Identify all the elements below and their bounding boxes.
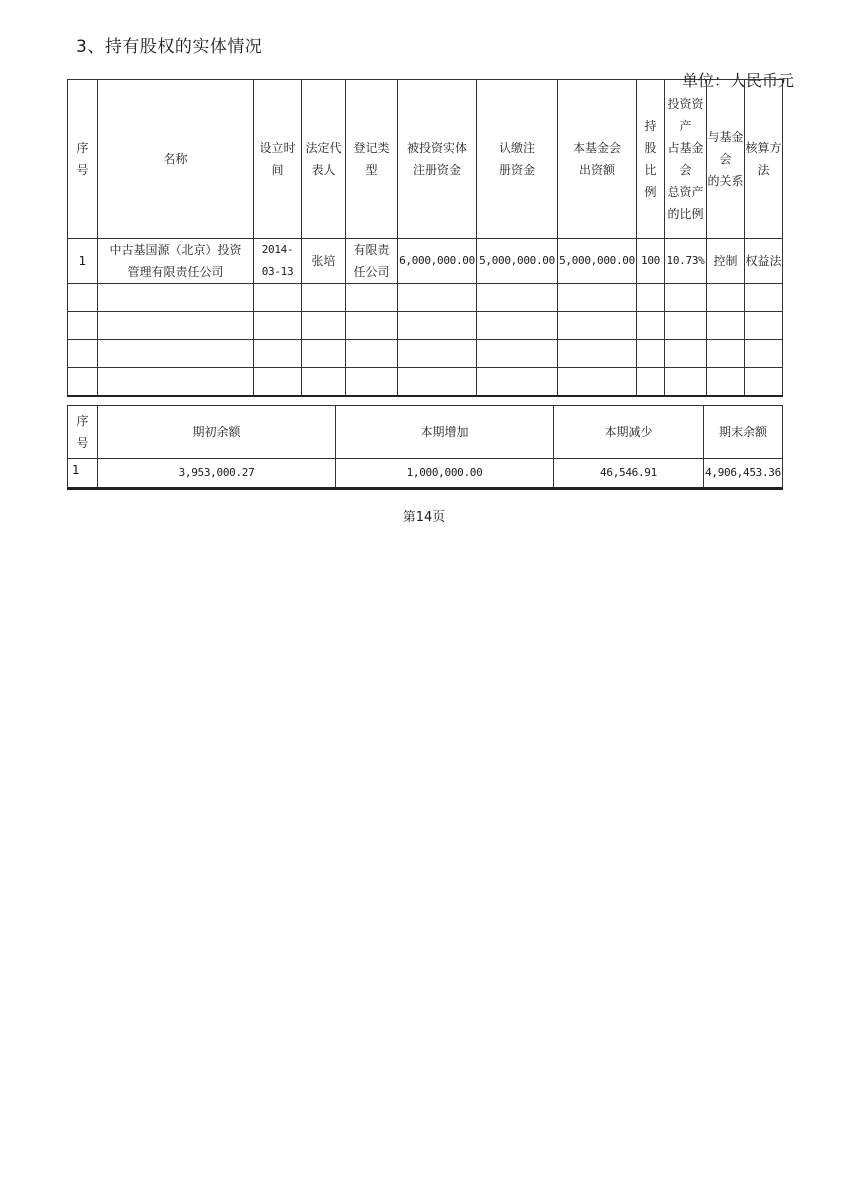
cell-share-ratio: 100 — [637, 239, 665, 284]
balance-header-opening: 期初余额 — [98, 406, 336, 459]
cell-seq: 1 — [68, 239, 98, 284]
balance-cell-decrease: 46,546.91 — [554, 459, 704, 489]
balance-table — [67, 405, 783, 490]
page-number: 第14页 — [402, 510, 446, 525]
cell-reg-type: 有限责 任公司 — [346, 239, 398, 284]
cell-subscribed-capital: 5,000,000.00 — [477, 239, 558, 284]
header-established: 设立时 间 — [254, 80, 302, 239]
balance-header-seq: 序 号 — [68, 406, 98, 459]
table-row-empty — [68, 340, 783, 368]
header-accounting: 核算方 法 — [745, 80, 783, 239]
balance-cell-closing: 4,906,453.36 — [704, 459, 783, 489]
balance-cell-opening: 3,953,000.27 — [98, 459, 336, 489]
unit-label: 单位：人民币元 — [681, 71, 794, 90]
header-asset-ratio: 投资资 产 占基金 会 总资产 的比例 — [665, 80, 707, 239]
header-relation: 与基金 会 的关系 — [707, 80, 745, 239]
table-row-empty — [68, 312, 783, 340]
cell-name: 中古基国源（北京）投资 管理有限责任公司 — [98, 239, 254, 284]
cell-relation: 控制 — [707, 239, 745, 284]
balance-header-decrease: 本期减少 — [554, 406, 704, 459]
cell-fund-contribution: 5,000,000.00 — [558, 239, 637, 284]
balance-cell-seq: 1 — [68, 459, 98, 489]
cell-registered-capital: 6,000,000.00 — [398, 239, 477, 284]
header-name: 名称 — [98, 80, 254, 239]
header-reg-type: 登记类 型 — [346, 80, 398, 239]
header-subscribed-capital: 认缴注 册资金 — [477, 80, 558, 239]
balance-header-closing: 期末余额 — [704, 406, 783, 459]
header-share-ratio: 持 股 比 例 — [637, 80, 665, 239]
balance-cell-increase: 1,000,000.00 — [336, 459, 554, 489]
cell-legal-rep: 张培 — [302, 239, 346, 284]
cell-asset-ratio: 10.73% — [665, 239, 707, 284]
equity-entities-table — [67, 79, 783, 397]
cell-established: 2014- 03-13 — [254, 239, 302, 284]
header-registered-capital: 被投资实体 注册资金 — [398, 80, 477, 239]
section-title: 3、持有股权的实体情况 — [76, 37, 263, 57]
table-row-empty — [68, 284, 783, 312]
header-seq: 序 号 — [68, 80, 98, 239]
balance-header-increase: 本期增加 — [336, 406, 554, 459]
header-fund-contribution: 本基金会 出资额 — [558, 80, 637, 239]
table-row — [68, 239, 783, 284]
balance-header-row — [68, 406, 783, 459]
table-row — [68, 459, 783, 489]
cell-accounting: 权益法 — [745, 239, 783, 284]
table-row-empty — [68, 368, 783, 397]
table-header-row — [68, 80, 783, 239]
header-legal-rep: 法定代 表人 — [302, 80, 346, 239]
